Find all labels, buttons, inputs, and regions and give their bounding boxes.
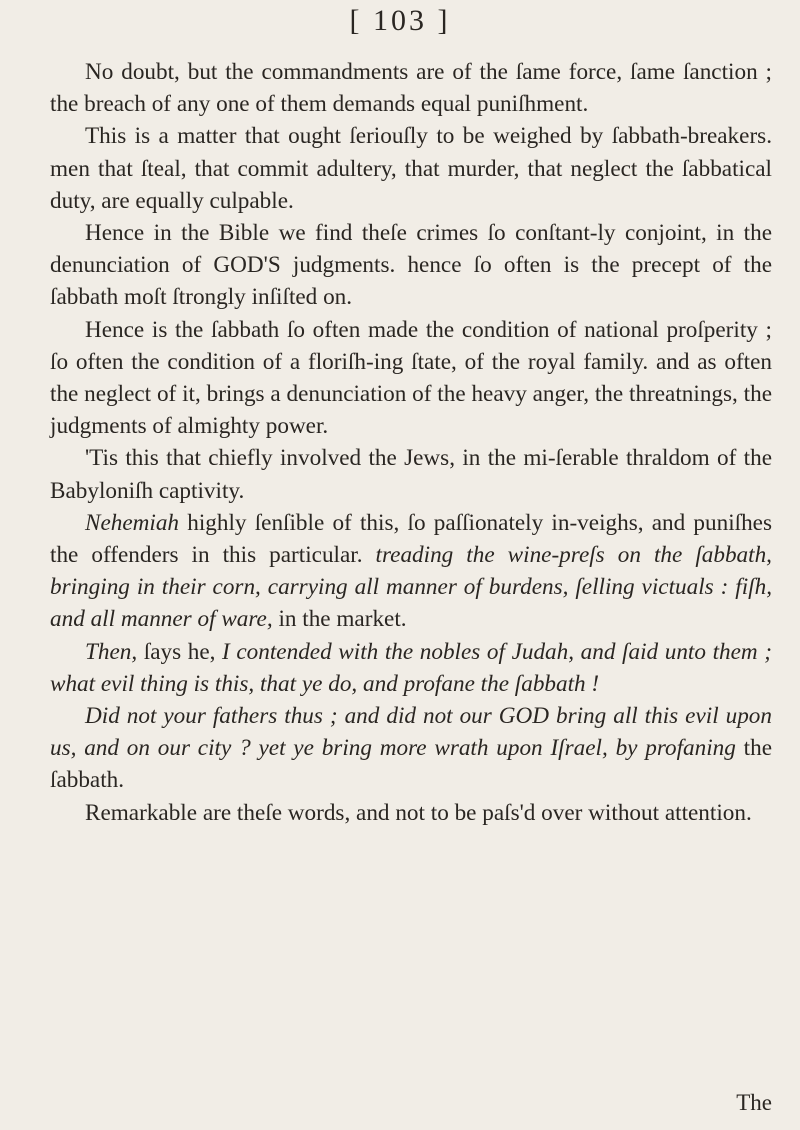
text-segment: highly ſenſible of this, ſo paſſionately in-veighs, and puniſhes the offenders in this particular. (50, 509, 772, 569)
text-segment-italic: treading the wine-preſs on the ſabbath, bringing in their corn, carrying all manner of burdens, ſelling victuals : fiſh, and all manner of ware, (50, 542, 772, 633)
page-number: [ 103 ] (349, 4, 451, 37)
page-body (50, 56, 772, 829)
paragraph (50, 56, 772, 120)
text-segment: Hence is the ſabbath ſo often made the condition of national proſperity ; ſo often the condition of a floriſh-ing ſtate, of the royal family. and as often the neglect of it, brings a denunciation of the heavy anger, the threatnings, the judgments of almighty power. (50, 316, 772, 440)
text-segment: ſays he, (137, 638, 223, 665)
paragraph (50, 314, 772, 443)
paragraph (50, 217, 772, 314)
paragraph (50, 636, 772, 700)
text-segment-italic: Then, (85, 638, 138, 665)
text-segment: Remarkable are theſe words, and not to be paſs'd over without attention. (85, 799, 752, 826)
text-segment: No doubt, but the commandments are of the ſame force, ſame ſanction ; the breach of any one of them demands equal puniſhment. (50, 59, 772, 118)
text-segment: in the market. (272, 606, 407, 633)
paragraph (50, 120, 772, 217)
text-segment: This is a matter that ought ſeriouſly to be weighed by ſabbath-breakers. men that ſteal, that commit adultery, that murder, that neglect the ſabbatical duty, are equally culpable. (50, 123, 772, 214)
paragraph (50, 442, 772, 506)
paragraph (50, 507, 772, 636)
text-segment: the ſabbath. (50, 735, 773, 794)
paragraph (50, 700, 772, 797)
text-segment: 'Tis this that chiefly involved the Jews, in the mi-ſerable thraldom of the Babyloniſh captivity. (50, 445, 772, 504)
catchword: The (736, 1090, 772, 1115)
paragraph (50, 797, 772, 829)
text-segment-italic: Nehemiah (85, 509, 180, 536)
text-segment-italic: Did not your fathers thus ; and did not our GOD bring all this evil upon us, and on our city ? yet ye bring more wrath upon Iſrael, by profaning (50, 703, 772, 762)
text-segment: Hence in the Bible we find theſe crimes ſo conſtant-ly conjoint, in the denunciation of GOD'S judgments. hence ſo often is the precept of the ſabbath moſt ſtrongly inſiſted on. (50, 220, 772, 311)
text-segment-italic: I contended with the nobles of Judah, and ſaid unto them ; what evil thing is this, that ye do, and profane the ſabbath ! (50, 638, 772, 697)
